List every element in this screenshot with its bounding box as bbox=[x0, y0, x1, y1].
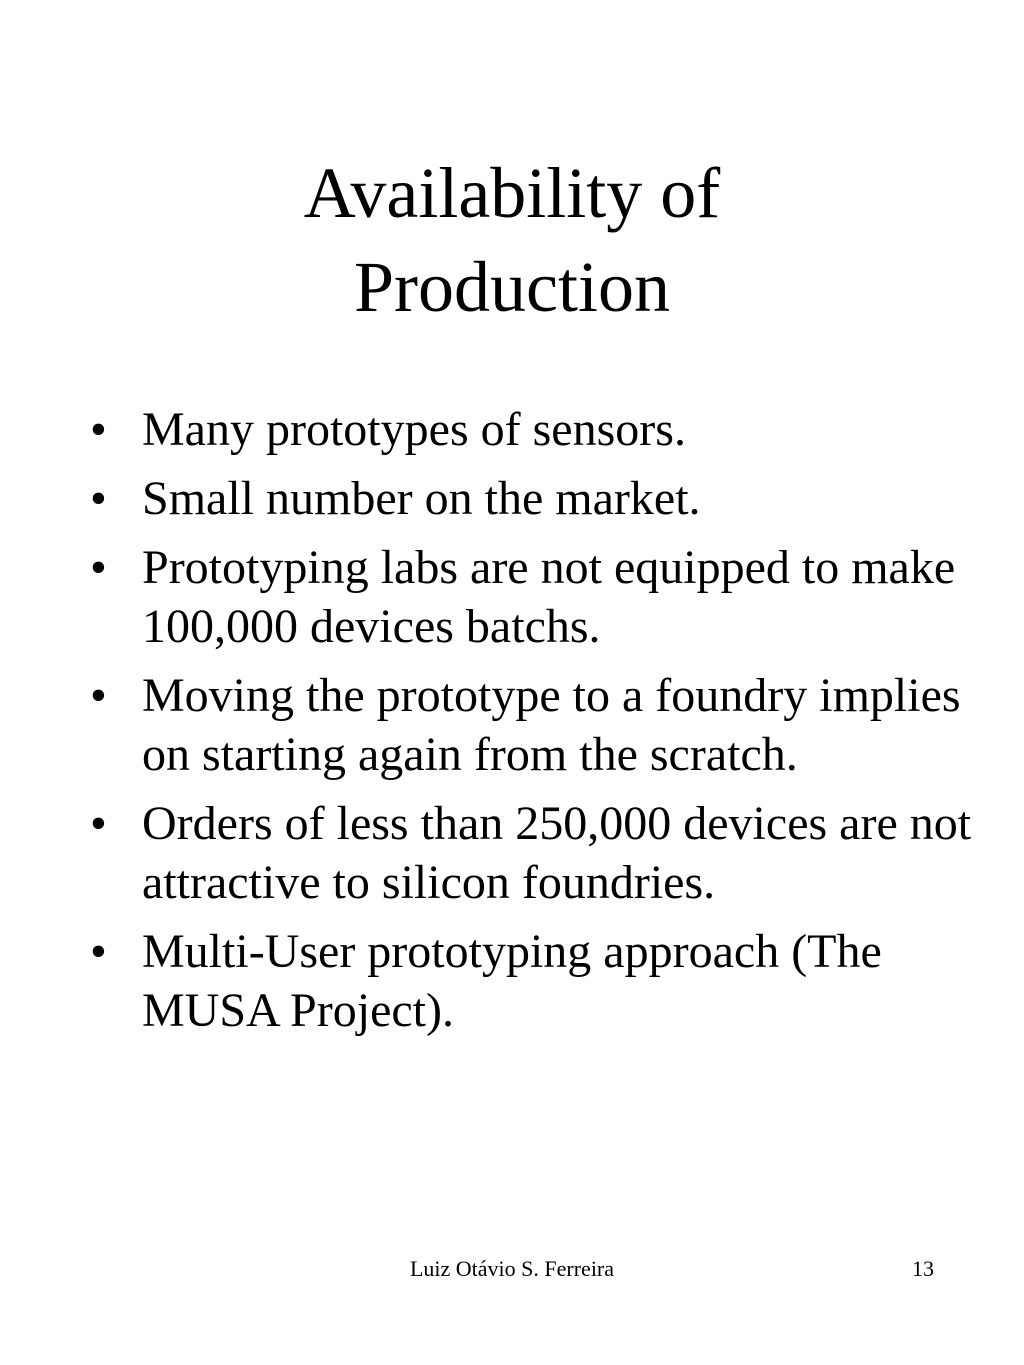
bullet-text-6: Multi-User prototyping approach (The MUSA Project). bbox=[142, 925, 882, 1037]
bullet-item-2 bbox=[0, 469, 1024, 528]
slide-title bbox=[0, 146, 1024, 334]
bullet-item-4 bbox=[0, 666, 1024, 784]
bullet-text-2: Small number on the market. bbox=[142, 472, 701, 525]
bullet-text-1: Many prototypes of sensors. bbox=[142, 403, 686, 456]
bullet-icon: • bbox=[90, 472, 107, 525]
page-number: 13 bbox=[912, 1256, 934, 1281]
bullet-text-5: Orders of less than 250,000 devices are not attractive to silicon foundries. bbox=[142, 797, 972, 909]
bullet-list bbox=[0, 400, 1024, 1050]
bullet-icon: • bbox=[90, 797, 107, 850]
bullet-icon: • bbox=[90, 403, 107, 456]
slide-title-line-2: Production bbox=[354, 247, 670, 327]
bullet-item-6 bbox=[0, 922, 1024, 1040]
bullet-icon: • bbox=[90, 925, 107, 978]
bullet-text-4: Moving the prototype to a foundry implies on starting again from the scratch. bbox=[142, 669, 961, 781]
bullet-item-1 bbox=[0, 400, 1024, 459]
bullet-item-5 bbox=[0, 794, 1024, 912]
slide-title-line-1: Availability of bbox=[303, 153, 721, 233]
bullet-icon: • bbox=[90, 541, 107, 594]
footer-author: Luiz Otávio S. Ferreira bbox=[409, 1256, 615, 1281]
bullet-item-3 bbox=[0, 538, 1024, 656]
bullet-icon: • bbox=[90, 669, 107, 722]
bullet-text-3: Prototyping labs are not equipped to make 100,000 devices batchs. bbox=[142, 541, 956, 653]
